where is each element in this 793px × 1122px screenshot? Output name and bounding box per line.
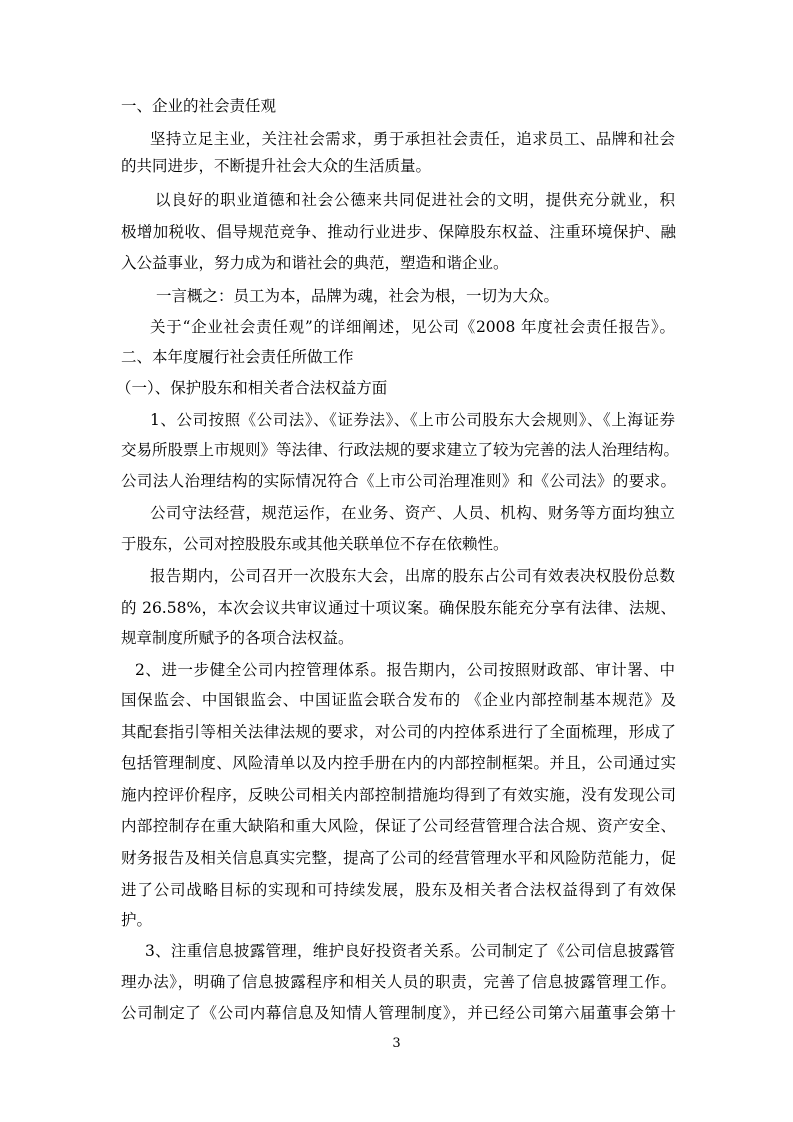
paragraph-line: 其配套指引等相关法律法规的要求，对公司的内控体系进行了全面梳理，形成了 xyxy=(121,723,676,741)
paragraph-line: 护。 xyxy=(121,911,153,929)
paragraph-line: 的共同进步，不断提升社会大众的生活质量。 xyxy=(121,157,432,175)
paragraph-line: 公司制定了《公司内幕信息及知情人管理制度》，并已经公司第六届董事会第十 xyxy=(121,1004,676,1022)
paragraph-line: 理办法》，明确了信息披露程序和相关人员的职责，完善了信息披露管理工作。 xyxy=(121,973,676,991)
paragraph-line: 规章制度所赋予的各项合法权益。 xyxy=(121,629,354,647)
section-heading-2: 二、本年度履行社会责任所做工作 xyxy=(121,348,354,366)
paragraph-line: 进了公司战略目标的实现和可持续发展，股东及相关者合法权益得到了有效保 xyxy=(121,881,676,899)
paragraph-line: 关于“企业社会责任观”的详细阐述，见公司《2008 年度社会责任报告》。 xyxy=(150,318,675,336)
paragraph-line: 于股东，公司对控股股东或其他关联单位不存在依赖性。 xyxy=(121,535,509,553)
paragraph-line: 公司法人治理结构的实际情况符合《上市公司治理准则》和《公司法》的要求。 xyxy=(121,472,676,490)
paragraph-line: 国保监会、中国银监会、中国证监会联合发布的 《企业内部控制基本规范》及 xyxy=(121,691,676,709)
paragraph-line: 以良好的职业道德和社会公德来共同促进社会的文明，提供充分就业，积 xyxy=(155,191,675,209)
paragraph-line: 3、注重信息披露管理，维护良好投资者关系。公司制定了《公司信息披露管 xyxy=(145,942,675,960)
paragraph-line: 的 26.58%，本次会议共审议通过十项议案。确保股东能充分享有法律、法规、 xyxy=(121,599,676,617)
paragraph-line: 报告期内，公司召开一次股东大会，出席的股东占公司有效表决权股份总数 xyxy=(150,567,675,585)
paragraph-line: 入公益事业，努力成为和谐社会的典范，塑造和谐企业。 xyxy=(121,254,509,272)
section-heading-1: 一、企业的社会责任观 xyxy=(121,97,277,115)
paragraph-line: 内部控制存在重大缺陷和重大风险，保证了公司经营管理合法合规、资产安全、 xyxy=(121,817,676,835)
subsection-heading: （一）、保护股东和相关者合法权益方面 xyxy=(116,379,388,397)
paragraph-line: 财务报告及相关信息真实完整，提高了公司的经营管理水平和风险防范能力，促 xyxy=(121,849,676,867)
paragraph-line: 极增加税收、倡导规范竞争、推动行业进步、保障股东权益、注重环境保护、融 xyxy=(121,223,676,241)
paragraph-line: 交易所股票上市规则》等法律、行政法规的要求建立了较为完善的法人治理结构。 xyxy=(121,441,680,459)
paragraph-line: 坚持立足主业，关注社会需求，勇于承担社会责任，追求员工、品牌和社会 xyxy=(150,130,675,148)
paragraph-line: 2、进一步健全公司内控管理体系。报告期内，公司按照财政部、审计署、中 xyxy=(135,661,675,679)
paragraph-line: 包括管理制度、风险清单以及内控手册在内的内部控制框架。并且，公司通过实 xyxy=(121,754,676,772)
paragraph-line: 公司守法经营，规范运作，在业务、资产、人员、机构、财务等方面均独立 xyxy=(150,504,675,522)
page-number: 3 xyxy=(392,1036,401,1051)
paragraph-line: 施内控评价程序，反映公司相关内部控制措施均得到了有效实施，没有发现公司 xyxy=(121,786,676,804)
paragraph-line: 一言概之：员工为本，品牌为魂，社会为根，一切为大众。 xyxy=(156,287,560,305)
paragraph-line: 1、公司按照《公司法》、《证券法》、《上市公司股东大会规则》、《上海证券 xyxy=(150,411,675,429)
